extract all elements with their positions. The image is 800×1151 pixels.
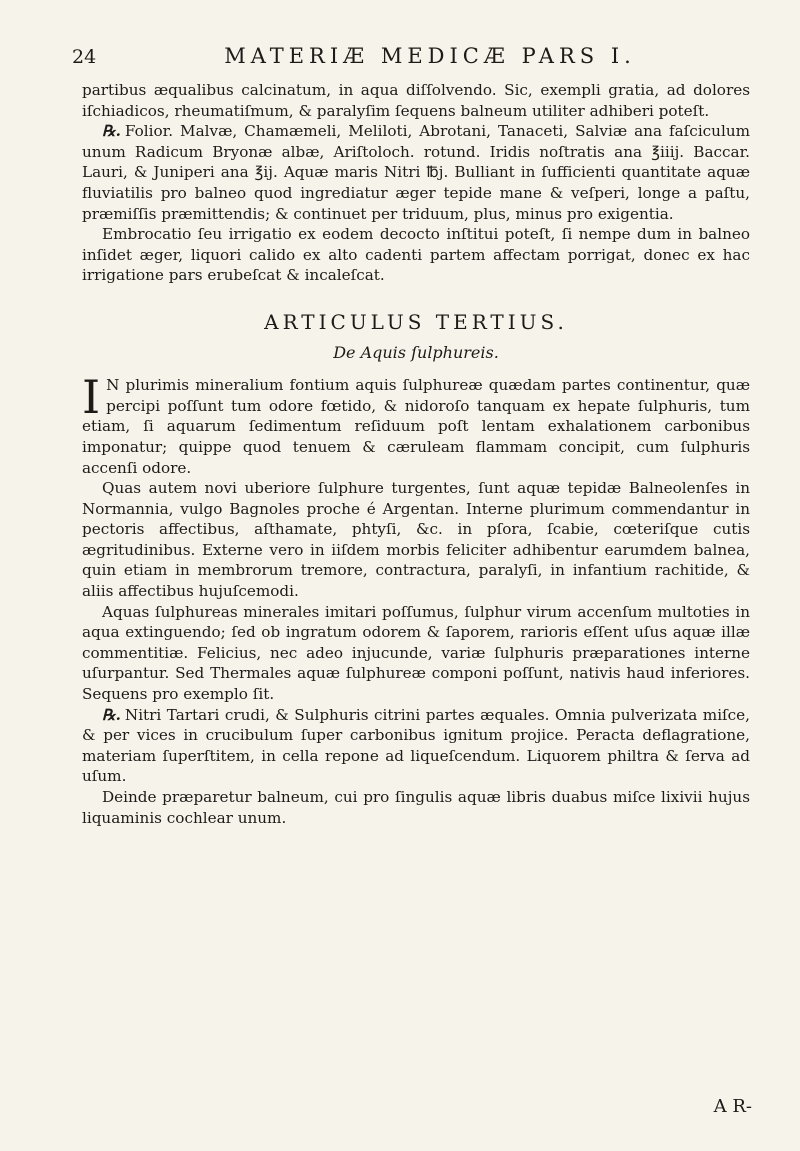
recipe-2-text: Nitri Tartari crudi, & Sulphuris citrini partes æquales. Omnia pulverizata miſce, & per vices in crucibulum ſuper carbonibus ignitum projice. Peracta deflagratione, materiam ſuperſtitem, in cella repone ad liqueſcendum. Liquorem philtra & ſerva ad uſum. <box>82 705 750 786</box>
quas-paragraph: Quas autem novi uberiore ſulphure turgentes, ſunt aquæ tepidæ Balneolenſes in Normannia, vulgo Bagnoles proche é Argentan. Interne plurimum commendantur in pectoris affectibus, aſthamate, phtyſi, &c. in pſora, ſcabie, cœteriſque cutis ægritudinibus. Externe vero in iiſdem morbis feliciter adhibentur earumdem balnea, quin etiam in membrorum tremore, contractura, paralyſi, in infantium rachitide, & aliis affectibus hujuſcemodi. <box>82 479 750 601</box>
recipe-2 <box>82 705 750 787</box>
page-header <box>72 44 752 74</box>
body-text <box>82 80 750 828</box>
drop-cap: I <box>82 370 101 425</box>
deinde-paragraph: Deinde præparetur balneum, cui pro ſingulis aquæ libris duabus miſce lixivii hujus liquaminis cochlear unum. <box>82 788 750 827</box>
article-subtitle: De Aquis ſulphureis. <box>333 342 499 362</box>
catchword: A R- <box>713 1096 752 1117</box>
page-number: 24 <box>72 46 97 68</box>
recipe-symbol: ℞. <box>102 122 121 141</box>
recipe-symbol: ℞. <box>102 705 121 724</box>
recipe-1-text: Folior. Malvæ, Chamæmeli, Meliloti, Abrotani, Tanaceti, Salviæ ana faſciculum unum Radicum Bryonæ albæ, Ariſtoloch. rotund. Iridis noſtratis ana ℥iiij. Baccar. Lauri, & Juniperi ana ℥ij. Aquæ maris Nitri ℔j. Bulliant in ſufficienti quantitate aquæ fluviatilis pro balneo quod ingrediatur æger tepide mane & veſperi, longe a paſtu, præmiſſis præmittendis; & continuet per triduum, plus, minus pro exigentia. <box>82 122 750 223</box>
in-paragraph <box>82 370 750 478</box>
recipe-1 <box>82 121 750 224</box>
running-title: MATERIÆ MEDICÆ PARS I. <box>224 44 636 68</box>
article-heading: ARTICULUS TERTIUS. <box>264 309 568 334</box>
intro-paragraph: partibus æqualibus calcinatum, in aqua diſſolvendo. Sic, exempli gratia, ad dolores iſchiadicos, rheumatiſmum, & paralyſim ſequens balneum utiliter adhiberi poteſt. <box>82 81 750 120</box>
aquas-paragraph: Aquas ſulphureas minerales imitari poſſumus, ſulphur virum accenſum multoties in aqua extinguendo; ſed ob ingratum odorem & ſaporem, rarioris eſſent uſus aquæ illæ commentitiæ. Felicius, nec adeo injucunde, variæ ſulphuris præparationes interne uſurpantur. Sed Thermales aquæ ſulphureæ componi poſſunt, nativis haud inferiores. Sequens pro exemplo ſit. <box>82 602 750 704</box>
embrocatio-paragraph: Embrocatio ſeu irrigatio ex eodem decocto inſtitui poteſt, ſi nempe dum in balneo inſidet æger, liquori calido ex alto cadenti partem affectam porrigat, donec ex hac irrigatione pars erubeſcat & incaleſcat. <box>82 225 750 285</box>
in-paragraph-text: N plurimis mineralium fontium aquis ſulphureæ quædam partes continentur, quæ percipi poſſunt tum odore fœtido, & nidoroſo tanquam ex hepate ſulphuris, tum etiam, ſi aquarum ſedimentum reſiduum poſt lentam exhalationem carbonibus imponatur; quippe quod tenuem & cæruleam flammam concipit, cum ſulphuris accenſi odore. <box>82 376 750 477</box>
